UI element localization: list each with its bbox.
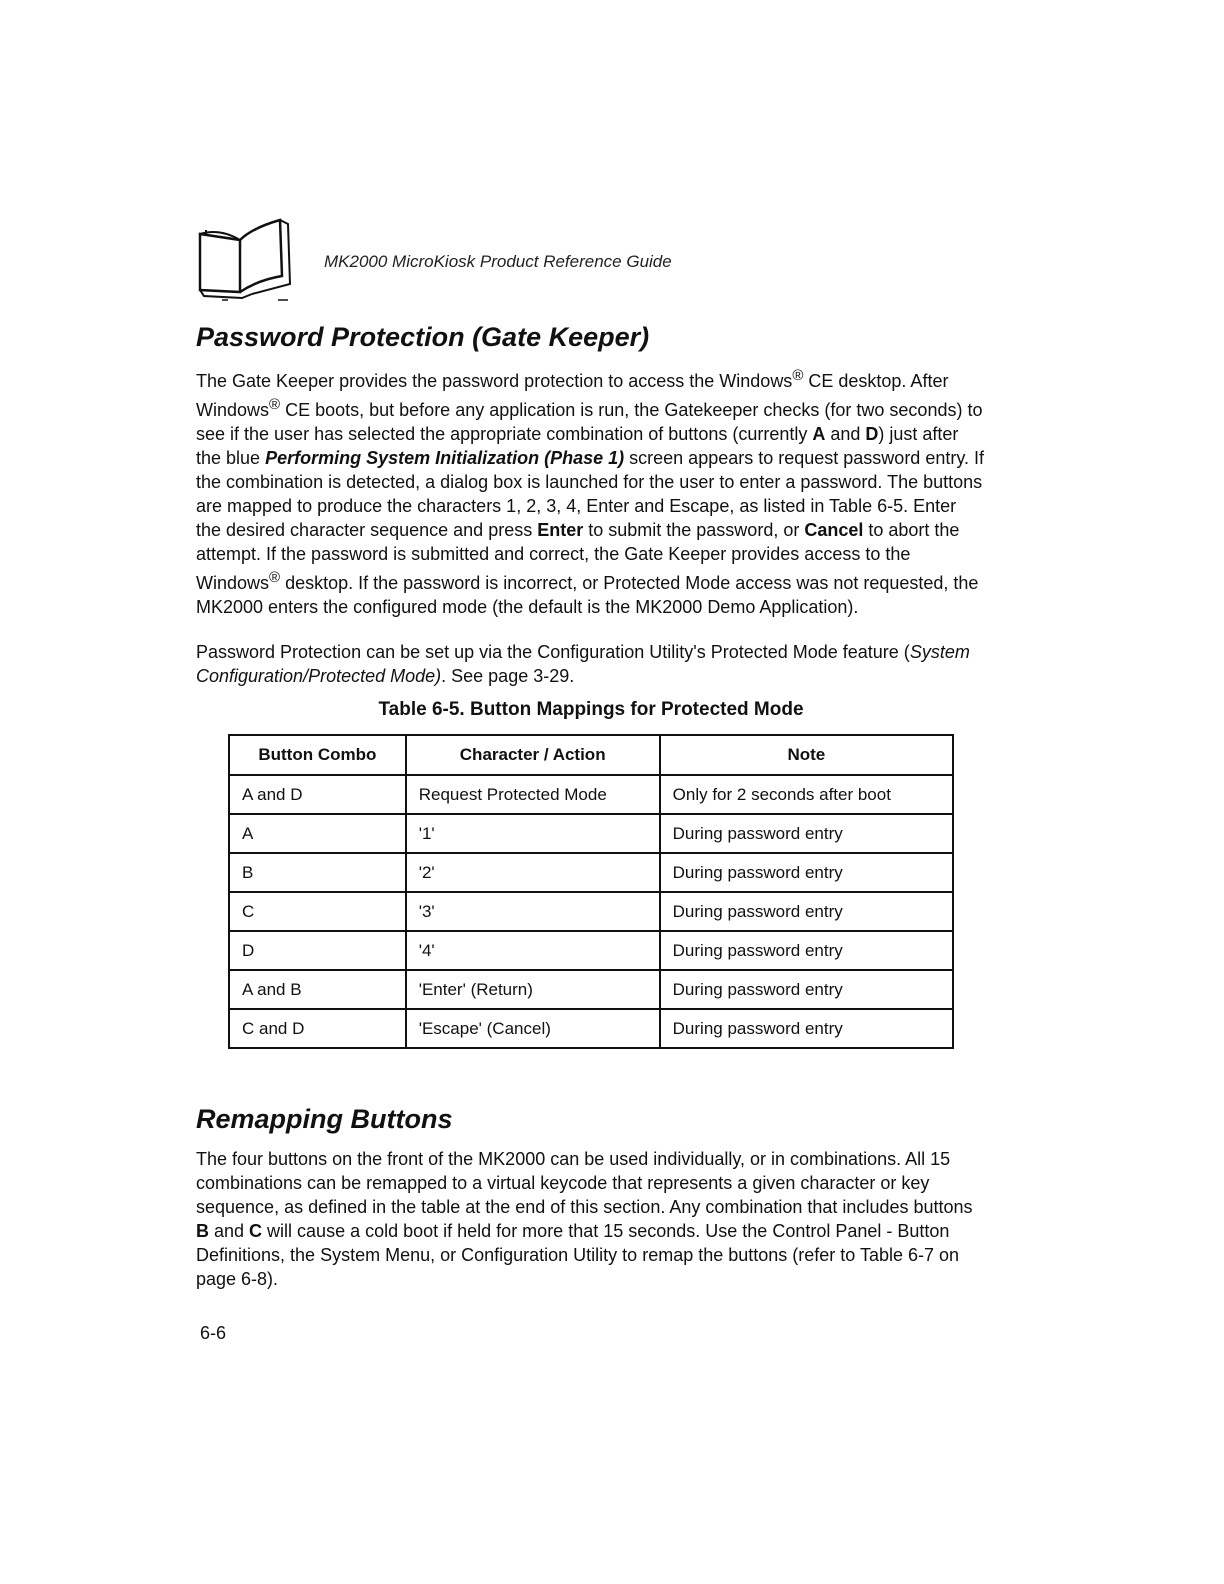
table-cell: A and D [229, 775, 406, 814]
table-cell: During password entry [660, 931, 953, 970]
table-cell: During password entry [660, 1009, 953, 1048]
section-heading-remapping-buttons: Remapping Buttons [196, 1104, 453, 1134]
column-header: Button Combo [229, 735, 406, 775]
button-mappings-table [228, 734, 954, 1049]
table-row [229, 853, 953, 892]
table-header-row [229, 735, 953, 775]
table-cell: B [229, 853, 406, 892]
table-row [229, 1009, 953, 1048]
body-paragraph-gatekeeper: The Gate Keeper provides the password protection to access the Windows® CE desktop. After Windows® CE boots, but before any application is run, the Gatekeeper checks (for two seconds) to see if the user has selected the appropriate combination of buttons (currently A and D) just after the blue Performing System Initialization (Phase 1) screen appears to request password entry. If the combination is detected, a dialog box is launched for the user to enter a password. The buttons are mapped to produce the characters 1, 2, 3, 4, Enter and Escape, as listed in Table 6-5. Enter the desired character sequence and press Enter to submit the password, or Cancel to abort the attempt. If the password is submitted and correct, the Gate Keeper provides access to the Windows® desktop. If the password is incorrect, or Protected Mode access was not requested, the MK2000 enters the configured mode (the default is the MK2000 Demo Application). [196, 367, 985, 617]
table-cell: '2' [406, 853, 660, 892]
table-cell: A and B [229, 970, 406, 1009]
table-row [229, 814, 953, 853]
page-number: 6-6 [200, 1323, 227, 1343]
table-row [229, 931, 953, 970]
table-cell: D [229, 931, 406, 970]
table-cell: Request Protected Mode [406, 775, 660, 814]
column-header: Note [660, 735, 953, 775]
table-cell: C [229, 892, 406, 931]
book-icon [192, 214, 296, 304]
table-row [229, 775, 953, 814]
body-paragraph-remapping: The four buttons on the front of the MK2000 can be used individually, or in combinations. All 15 combinations can be remapped to a virtual keycode that represents a given character or key sequence, as defined in the table at the end of this section. Any combination that includes buttons B and C will cause a cold boot if held for more that 15 seconds. Use the Control Panel - Button Definitions, the System Menu, or Configuration Utility to remap the buttons (refer to Table 6-7 on page 6-8). [196, 1149, 973, 1289]
table-cell: During password entry [660, 970, 953, 1009]
table-cell: '4' [406, 931, 660, 970]
table-row [229, 892, 953, 931]
running-header-title: MK2000 MicroKiosk Product Reference Guide [324, 252, 672, 271]
table-cell: '1' [406, 814, 660, 853]
table-caption: Table 6-5. Button Mappings for Protected Mode [378, 699, 804, 720]
table-cell: C and D [229, 1009, 406, 1048]
table-cell: '3' [406, 892, 660, 931]
column-header: Character / Action [406, 735, 660, 775]
table-cell: During password entry [660, 892, 953, 931]
table-cell: A [229, 814, 406, 853]
table-cell: During password entry [660, 814, 953, 853]
table-cell: 'Escape' (Cancel) [406, 1009, 660, 1048]
table-cell: During password entry [660, 853, 953, 892]
page-header [192, 214, 892, 304]
section-heading-password-protection: Password Protection (Gate Keeper) [196, 322, 650, 352]
body-paragraph-configuration: Password Protection can be set up via the Configuration Utility's Protected Mode feature (System Configuration/Protected Mode). See page 3-29. [196, 642, 970, 686]
table-row [229, 970, 953, 1009]
table-cell: Only for 2 seconds after boot [660, 775, 953, 814]
table-cell: 'Enter' (Return) [406, 970, 660, 1009]
